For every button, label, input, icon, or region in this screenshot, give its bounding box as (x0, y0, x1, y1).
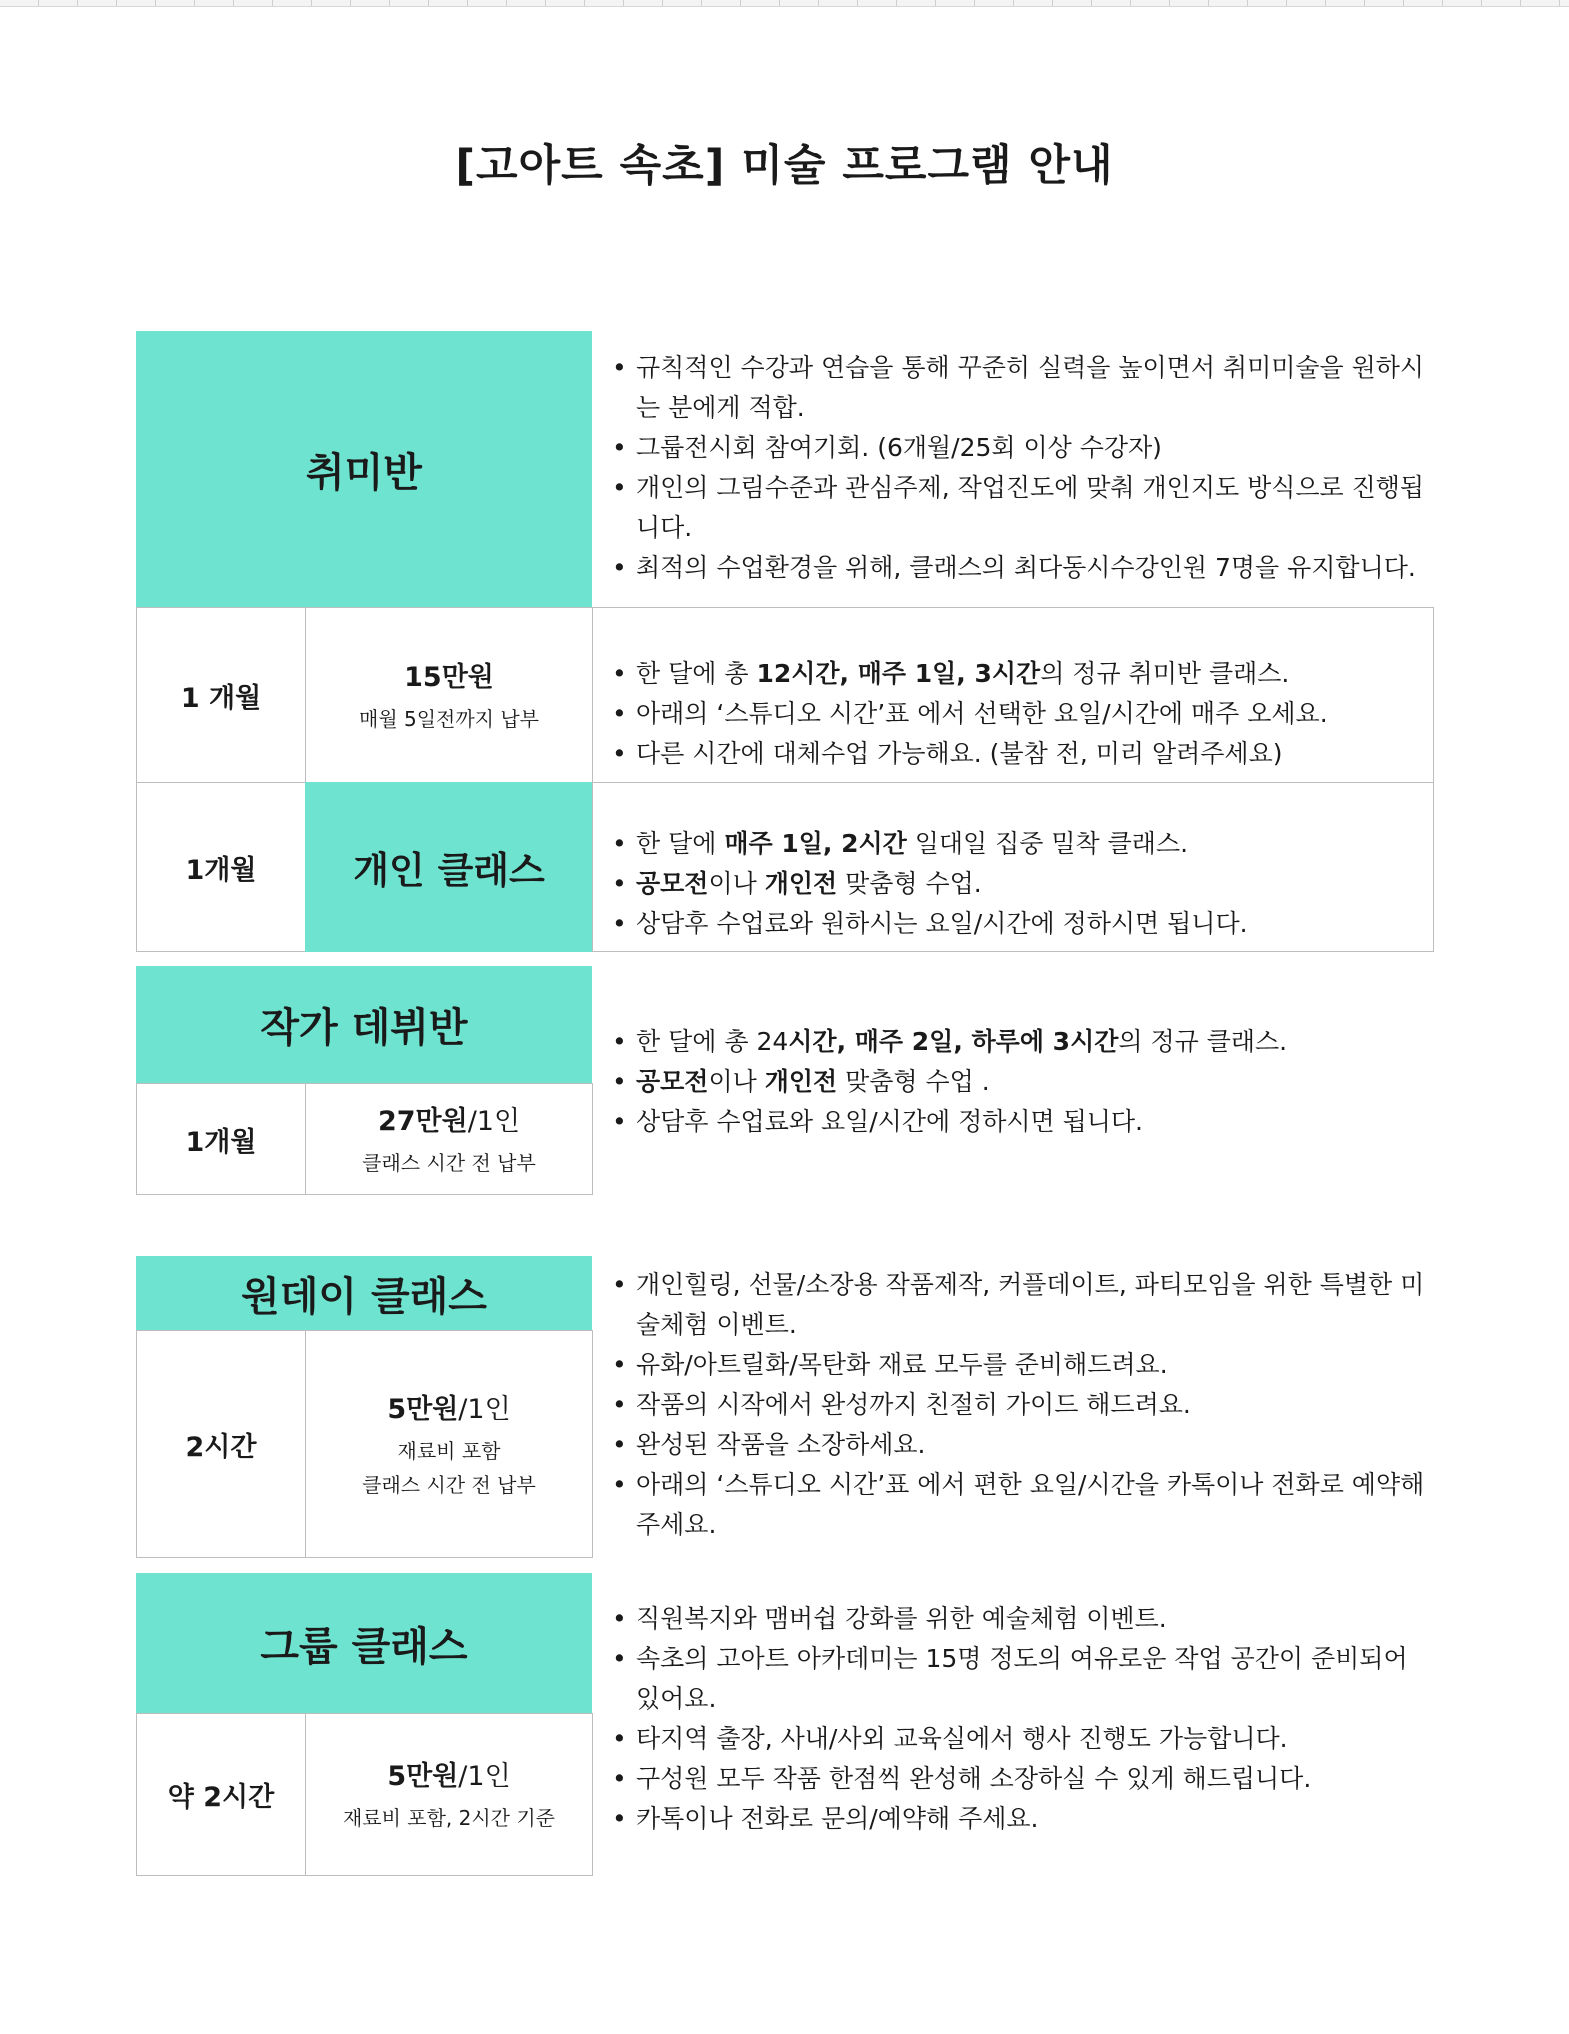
debut-price (305, 1083, 593, 1195)
list-item: • 완성된 작품을 소장하세요. (612, 1425, 1432, 1465)
hobby-description (612, 348, 1432, 588)
list-item: • 카톡이나 전화로 문의/예약해 주세요. (612, 1799, 1432, 1839)
price-label: 27만원/1인 (377, 1105, 521, 1137)
group-class-header (136, 1573, 592, 1713)
private-period (136, 782, 306, 952)
hobby-class-name: 취미반 (306, 449, 422, 496)
top-ruler (0, 0, 1569, 7)
list-item: • 최적의 수업환경을 위해, 클래스의 최다동시수강인원 7명을 유지합니다. (612, 548, 1432, 588)
list-item: • 그룹전시회 참여기회. (6개월/25회 이상 수강자) (612, 428, 1432, 468)
period-label: 1 개월 (180, 682, 262, 714)
list-item: • 개인힐링, 선물/소장용 작품제작, 커플데이트, 파티모임을 위한 특별한 미술체험 이벤트. (612, 1265, 1432, 1345)
group-price (305, 1713, 593, 1876)
private-class-header (305, 782, 593, 952)
payment-note: 매월 5일전까지 납부 (359, 706, 539, 731)
oneday-class-name: 원데이 클래스 (241, 1273, 487, 1320)
payment-note: 재료비 포함, 2시간 기준 (342, 1806, 556, 1830)
period-label: 1개월 (185, 854, 257, 886)
oneday-price (305, 1330, 593, 1558)
private-class-name: 개인 클래스 (353, 849, 545, 892)
hobby-monthly-description (612, 654, 1432, 774)
group-period (136, 1713, 306, 1876)
debut-class-header (136, 966, 592, 1083)
list-item: • 공모전이나 개인전 맞춤형 수업. (612, 864, 1432, 904)
hobby-monthly-price (305, 607, 593, 783)
price-label: 5만원/1인 (387, 1393, 511, 1425)
list-item: • 작품의 시작에서 완성까지 친절히 가이드 해드려요. (612, 1385, 1432, 1425)
payment-note: 클래스 시간 전 납부 (362, 1150, 536, 1175)
period-label: 약 2시간 (167, 1782, 275, 1813)
list-item: • 한 달에 총 12시간, 매주 1일, 3시간의 정규 취미반 클래스. (612, 654, 1432, 694)
list-item: • 다른 시간에 대체수업 가능해요. (불참 전, 미리 알려주세요) (612, 734, 1432, 774)
oneday-class-header (136, 1256, 592, 1330)
debut-period (136, 1083, 306, 1195)
oneday-period (136, 1330, 306, 1558)
list-item: • 아래의 ‘스튜디오 시간’표 에서 편한 요일/시간을 카톡이나 전화로 예약해 주세요. (612, 1465, 1432, 1545)
price-label: 5만원/1인 (387, 1761, 511, 1792)
group-description (612, 1599, 1432, 1839)
group-class-name: 그룹 클래스 (260, 1623, 468, 1670)
list-item: • 상담후 수업료와 원하시는 요일/시간에 정하시면 됩니다. (612, 904, 1432, 944)
price-label: 15만원 (404, 661, 494, 693)
list-item: • 구성원 모두 작품 한점씩 완성해 소장하실 수 있게 해드립니다. (612, 1759, 1432, 1799)
list-item: • 공모전이나 개인전 맞춤형 수업 . (612, 1062, 1432, 1102)
list-item: • 상담후 수업료와 요일/시간에 정하시면 됩니다. (612, 1102, 1432, 1142)
list-item: • 개인의 그림수준과 관심주제, 작업진도에 맞춰 개인지도 방식으로 진행됩니다. (612, 468, 1432, 548)
period-label: 2시간 (185, 1431, 257, 1463)
list-item: • 유화/아트릴화/목탄화 재료 모두를 준비해드려요. (612, 1345, 1432, 1385)
list-item: • 한 달에 총 24시간, 매주 2일, 하루에 3시간의 정규 클래스. (612, 1022, 1432, 1062)
list-item: • 한 달에 매주 1일, 2시간 일대일 집중 밀착 클래스. (612, 824, 1432, 864)
material-note: 재료비 포함 (397, 1438, 501, 1463)
list-item: • 아래의 ‘스튜디오 시간’표 에서 선택한 요일/시간에 매주 오세요. (612, 694, 1432, 734)
hobby-monthly-period (136, 607, 306, 783)
payment-note: 클래스 시간 전 납부 (362, 1472, 536, 1497)
list-item: • 규칙적인 수강과 연습을 통해 꾸준히 실력을 높이면서 취미미술을 원하시는 분에게 적합. (612, 348, 1432, 428)
private-description (612, 824, 1432, 944)
page-title: [고아트 속초] 미술 프로그램 안내 (455, 141, 1114, 191)
debut-class-name: 작가 데뷔반 (260, 1005, 468, 1051)
list-item: • 직원복지와 맴버쉽 강화를 위한 예술체험 이벤트. (612, 1599, 1432, 1639)
debut-description (612, 1022, 1432, 1142)
period-label: 1개월 (185, 1126, 257, 1158)
list-item: • 타지역 출장, 사내/사외 교육실에서 행사 진행도 가능합니다. (612, 1719, 1432, 1759)
hobby-class-header (136, 331, 592, 607)
list-item: • 속초의 고아트 아카데미는 15명 정도의 여유로운 작업 공간이 준비되어 있어요. (612, 1639, 1432, 1719)
oneday-description (612, 1265, 1432, 1545)
